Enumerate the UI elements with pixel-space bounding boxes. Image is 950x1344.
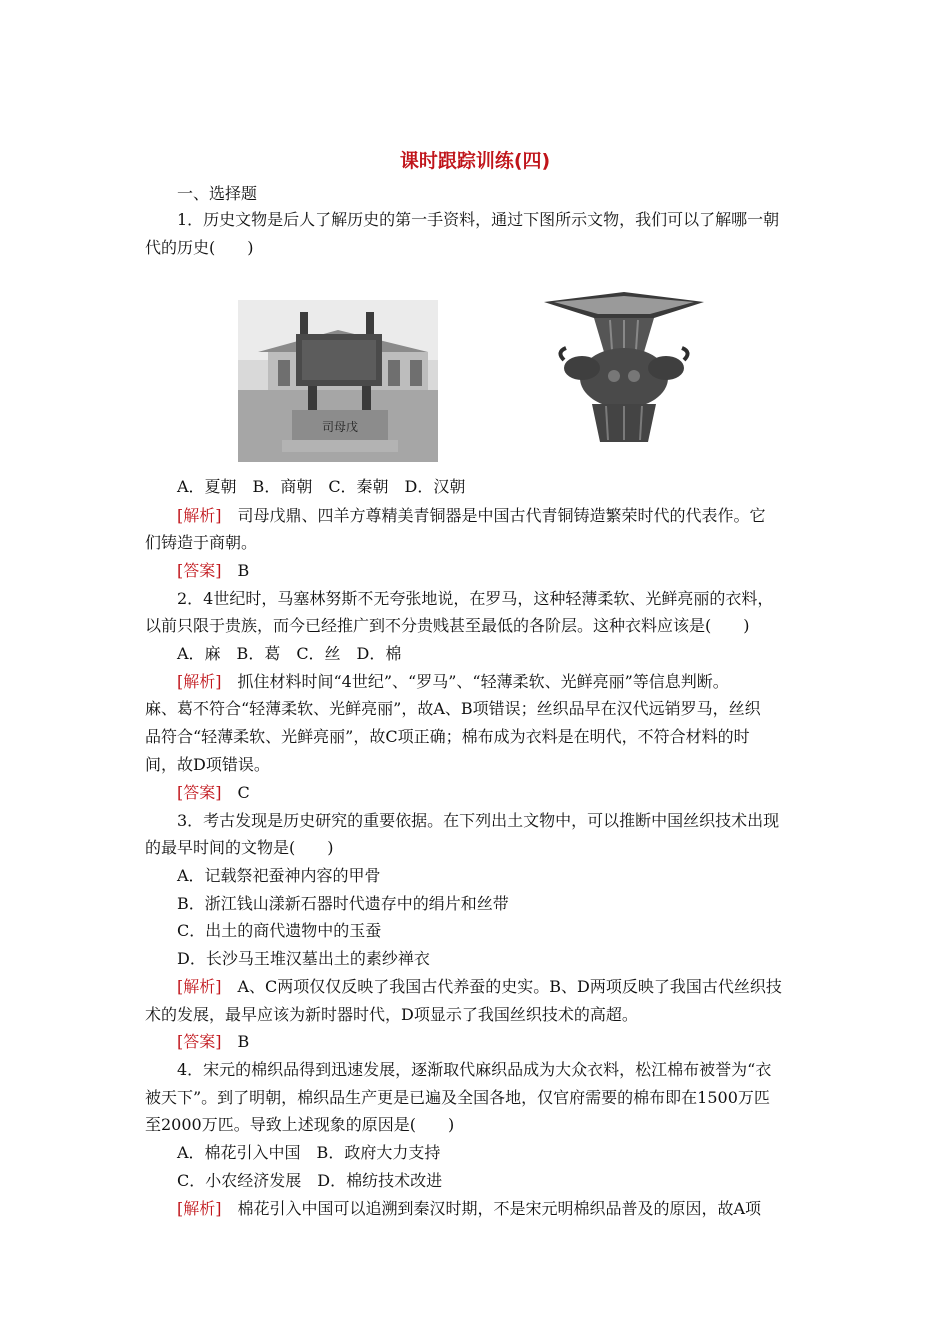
analysis-text: A、C两项仅仅反映了我国古代养蚕的史实。B、D两项反映了我国古代丝织技 (221, 977, 782, 996)
q3-stem-line2: 的最早时间的文物是( ) (145, 838, 334, 857)
answer-value: B (221, 1032, 250, 1051)
section-heading: 一、选择题 (177, 184, 258, 203)
q4-options-line2: C．小农经济发展 D．棉纺技术改进 (177, 1171, 443, 1190)
q1-stem-line2: 代的历史( ) (145, 238, 254, 257)
q3-analysis-line2: 术的发展，最早应该为新时器时代，D项显示了我国丝织技术的高超。 (145, 1005, 638, 1024)
analysis-tag: [解析] (177, 506, 222, 525)
q1-stem-line1: 1．历史文物是后人了解历史的第一手资料，通过下图所示文物，我们可以了解哪一朝 (177, 210, 780, 229)
answer-tag: [答案] (177, 1032, 222, 1051)
analysis-text: 抓住材料时间“4世纪”、“罗马”、“轻薄柔软、光鲜亮丽”等信息判断。 (221, 672, 729, 691)
q4-stem-line2: 被天下”。到了明朝，棉织品生产更是已遍及全国各地，仅官府需要的棉布即在1500万匹 (145, 1088, 770, 1107)
q3-stem-line1: 3．考古发现是历史研究的重要依据。在下列出土文物中，可以推断中国丝织技术出现 (177, 811, 780, 830)
analysis-tag: [解析] (177, 672, 222, 691)
q1-options: A．夏朝 B．商朝 C．秦朝 D．汉朝 (177, 477, 466, 496)
analysis-tag: [解析] (177, 1199, 222, 1218)
q1-analysis-line1 (177, 505, 766, 527)
q1-analysis-line2: 们铸造于商朝。 (145, 533, 258, 552)
q2-stem-line1: 2．4世纪时，马塞林努斯不无夸张地说，在罗马，这种轻薄柔软、光鲜亮丽的衣料， (177, 589, 774, 608)
q4-analysis-line1 (177, 1198, 761, 1220)
q2-answer (177, 782, 250, 804)
q2-options: A．麻 B．葛 C．丝 D．棉 (177, 644, 402, 663)
q3-option-c: C．出土的商代遗物中的玉蚕 (177, 921, 382, 940)
analysis-text: 司母戊鼎、四羊方尊精美青铜器是中国古代青铜铸造繁荣时代的代表作。它 (221, 506, 766, 525)
four-ram-zun-photo (540, 288, 708, 450)
q2-analysis-line3: 品符合“轻薄柔软、光鲜亮丽”，故C项正确；棉布成为衣料是在明代，不符合材料的时 (145, 727, 750, 746)
q3-analysis-line1 (177, 976, 782, 998)
answer-value: B (221, 561, 250, 580)
q4-stem-line1: 4．宋元的棉织品得到迅速发展，逐渐取代麻织品成为大众衣料，松江棉布被誉为“衣 (177, 1060, 772, 1079)
q2-analysis-line4: 间，故D项错误。 (145, 755, 270, 774)
q2-stem-line2: 以前只限于贵族，而今已经推广到不分贵贱甚至最低的各阶层。这种衣料应该是( ) (145, 616, 750, 635)
q3-answer (177, 1031, 249, 1053)
q3-option-a: A．记载祭祀蚕神内容的甲骨 (177, 866, 381, 885)
answer-value: C (221, 783, 250, 802)
q2-analysis-line1 (177, 671, 729, 693)
q1-answer (177, 560, 249, 582)
q2-analysis-line2: 麻、葛不符合“轻薄柔软、光鲜亮丽”，故A、B项错误；丝织品早在汉代远销罗马，丝织 (145, 699, 761, 718)
q3-option-b: B．浙江钱山漾新石器时代遗存中的绢片和丝带 (177, 894, 509, 913)
analysis-text: 棉花引入中国可以追溯到秦汉时期，不是宋元明棉织品普及的原因，故A项 (221, 1199, 762, 1218)
page-title: 课时跟踪训练(四) (399, 150, 551, 172)
answer-tag: [答案] (177, 783, 222, 802)
ding-inscription: 司母戊 (321, 420, 359, 434)
answer-tag: [答案] (177, 561, 222, 580)
q4-stem-line3: 至2000万匹。导致上述现象的原因是( ) (145, 1115, 455, 1134)
simuwu-ding-photo (238, 300, 438, 462)
analysis-tag: [解析] (177, 977, 222, 996)
q3-option-d: D．长沙马王堆汉墓出土的素纱禅衣 (177, 949, 430, 968)
q4-options-line1: A．棉花引入中国 B．政府大力支持 (177, 1143, 441, 1162)
